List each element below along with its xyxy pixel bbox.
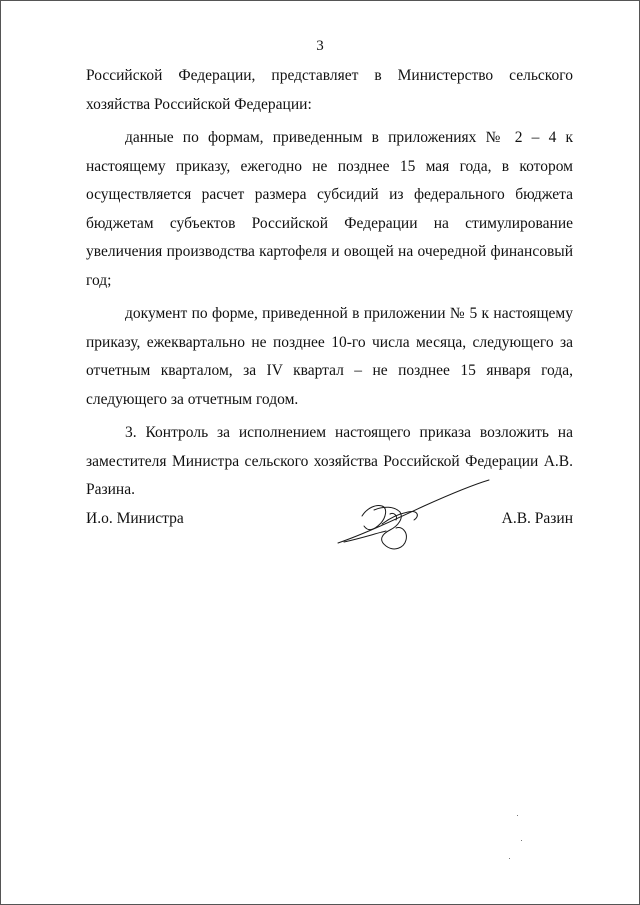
signature-block — [86, 510, 573, 534]
paragraph-form-5: документ по форме, приведенной в приложении № 5 к настоящему приказу, ежеквартально не позднее 10-го числа месяца, следующего за отчетным кварталом, за IV квартал – не позднее 15 января года, следующего за отчетным годом. — [86, 305, 573, 408]
scan-speck — [517, 815, 518, 816]
signatory-title: И.о. Министра — [86, 510, 184, 527]
paragraph-intro: Российской Федерации, представляет в Министерство сельского хозяйства Российской Федерации: — [86, 67, 573, 113]
handwritten-signature — [334, 476, 494, 556]
paragraph-control: 3. Контроль за исполнением настоящего приказа возложить на заместителя Министра сельского хозяйства Российской Федерации А.В. Разина. — [86, 424, 573, 498]
signatory-name: А.В. Разин — [501, 510, 573, 527]
document-body — [86, 62, 573, 510]
scan-speck — [509, 858, 510, 859]
scan-speck — [521, 840, 522, 841]
page-number: 3 — [316, 38, 324, 54]
paragraph-forms-2-4: данные по формам, приведенным в приложениях № 2 – 4 к настоящему приказу, ежегодно не позднее 15 мая года, в котором осуществляется расчет размера субсидий из федерального бюджета бюджетам субъектов Российской Федерации на стимулирование увеличения производства картофеля и овощей на очередной финансовый год; — [86, 129, 573, 289]
